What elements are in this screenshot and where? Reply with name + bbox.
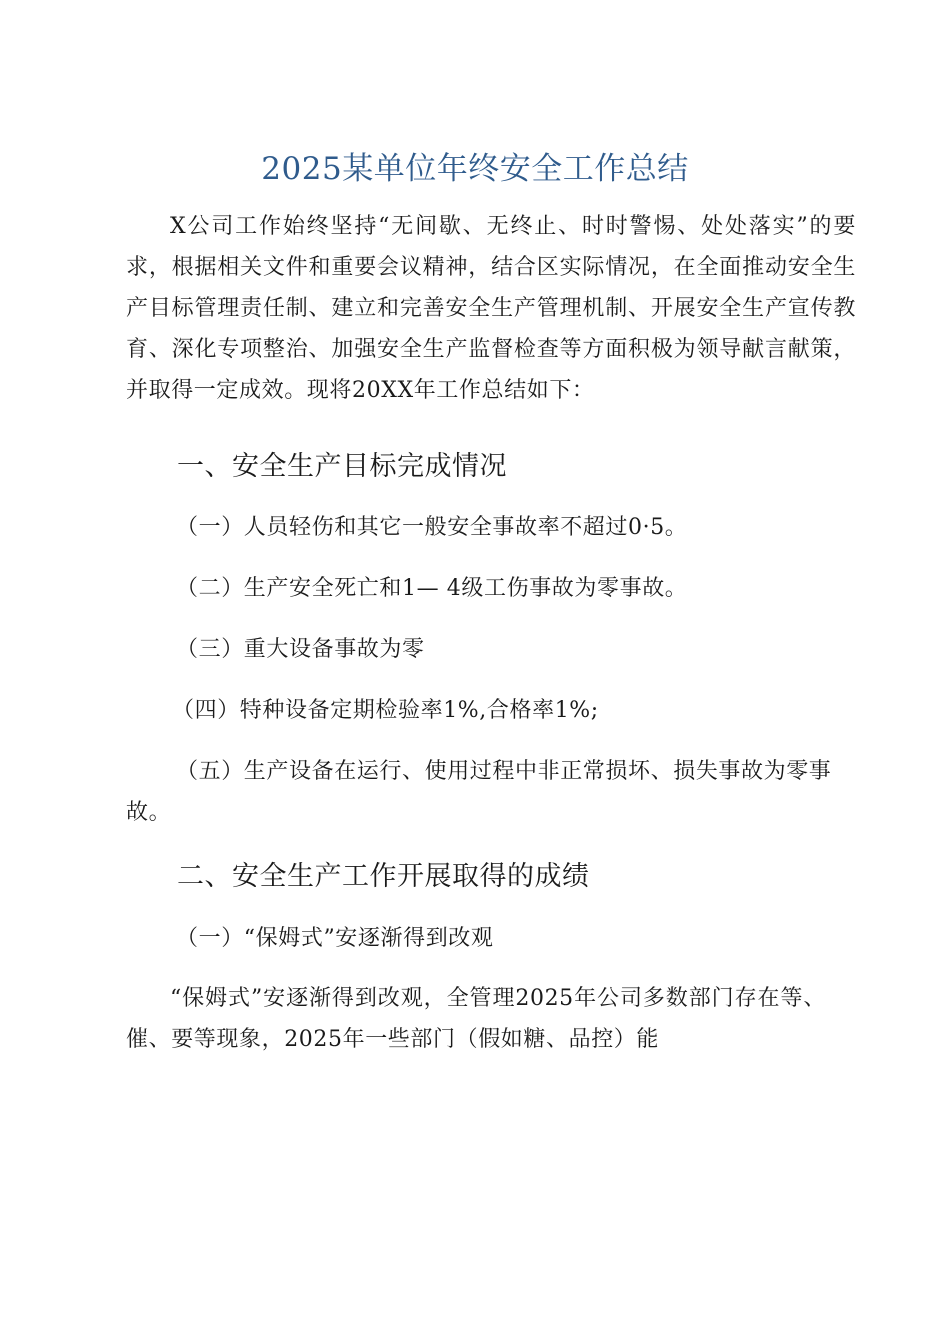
section-1-item-5: （五）生产设备在运行、使用过程中非正常损坏、损失事故为零事故。 <box>126 759 832 825</box>
section-1-item-1: （一）人员轻伤和其它一般安全事故率不超过0·5。 <box>176 515 688 540</box>
section-1-heading: 一、安全生产目标完成情况 <box>177 451 507 482</box>
section-2-body: “保姆式”安逐渐得到改观，全管理2025年公司多数部门存在等、催、要等现象，2025年一些部门（假如糖、品控）能 <box>126 986 826 1052</box>
section-1-item-4: （四）特种设备定期检验率1%,合格率1%; <box>172 698 599 723</box>
section-1-item-2: （二）生产安全死亡和1— 4级工伤事故为零事故。 <box>176 576 688 601</box>
section-2-heading: 二、安全生产工作开展取得的成绩 <box>177 861 590 892</box>
document-title: 2025某单位年终安全工作总结 <box>261 151 689 187</box>
section-1-item-3: （三）重大设备事故为零 <box>176 637 425 662</box>
intro-paragraph: X公司工作始终坚持“无间歇、无终止、时时警惕、处处落实”的要求，根据相关文件和重要会议精神，结合区实际情况，在全面推动安全生产目标管理责任制、建立和完善安全生产管理机制、开展安全生产宣传教育、深化专项整治、加强安全生产监督检查等方面积极为领导献言献策，并取得一定成效。现将20XX年工作总结如下： <box>126 214 856 403</box>
section-2-subheading-1: （一）“保姆式”安逐渐得到改观 <box>176 926 494 951</box>
